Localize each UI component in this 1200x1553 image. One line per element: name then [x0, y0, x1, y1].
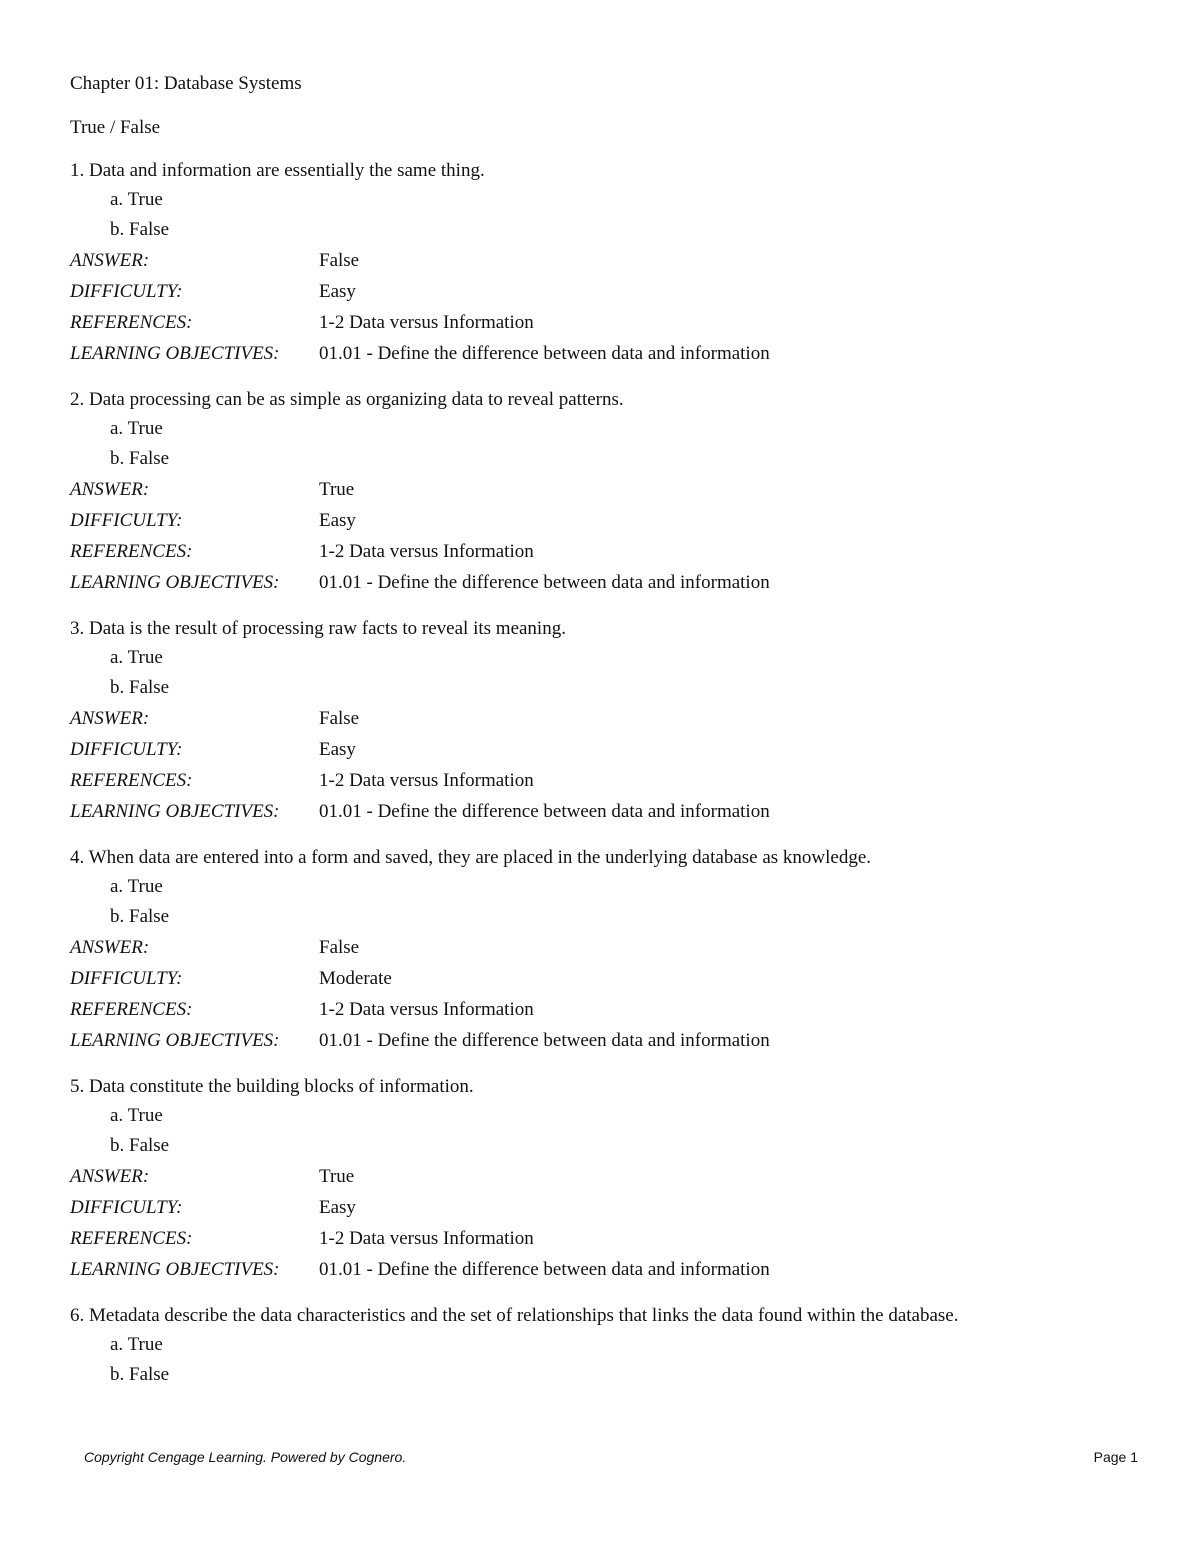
learning-objectives-label: LEARNING OBJECTIVES:	[70, 801, 280, 822]
question-list	[70, 159, 1150, 1388]
difficulty-row	[70, 503, 1150, 534]
chapter-title: Chapter 01: Database Systems	[70, 73, 302, 94]
option-false: b. False	[110, 448, 170, 469]
section-title: True / False	[70, 117, 161, 138]
learning-objectives-value: 01.01 - Define the difference between data and information	[319, 801, 770, 822]
answer-row	[70, 243, 1150, 274]
question-block	[70, 159, 1150, 367]
option-true: a. True	[110, 876, 163, 897]
answer-label: ANSWER:	[70, 708, 150, 729]
answer-label: ANSWER:	[70, 250, 150, 271]
option-true: a. True	[110, 647, 163, 668]
option-true: a. True	[110, 189, 163, 210]
difficulty-row	[70, 732, 1150, 763]
difficulty-value: Easy	[319, 1197, 356, 1218]
references-row	[70, 992, 1150, 1023]
answer-value: False	[319, 937, 360, 958]
question-block	[70, 617, 1150, 825]
answer-value: True	[319, 479, 355, 500]
learning-objectives-row	[70, 1252, 1150, 1283]
references-label: REFERENCES:	[70, 770, 193, 791]
difficulty-value: Easy	[319, 281, 356, 302]
references-row	[70, 763, 1150, 794]
question-stem: 2. Data processing can be as simple as organizing data to reveal patterns.	[70, 389, 624, 410]
option-false: b. False	[110, 677, 170, 698]
question-stem: 1. Data and information are essentially the same thing.	[70, 160, 485, 181]
difficulty-row	[70, 274, 1150, 305]
question-stem: 4. When data are entered into a form and saved, they are placed in the underlying database as knowledge.	[70, 847, 872, 868]
answer-label: ANSWER:	[70, 937, 150, 958]
answer-row	[70, 701, 1150, 732]
references-row	[70, 534, 1150, 565]
page-number: Page 1	[1093, 1449, 1138, 1465]
answer-label: ANSWER:	[70, 479, 150, 500]
references-label: REFERENCES:	[70, 1228, 193, 1249]
learning-objectives-label: LEARNING OBJECTIVES:	[70, 572, 280, 593]
difficulty-label: DIFFICULTY:	[70, 968, 183, 989]
page-footer	[84, 1447, 1138, 1467]
option-false: b. False	[110, 906, 170, 927]
answer-row	[70, 930, 1150, 961]
answer-label: ANSWER:	[70, 1166, 150, 1187]
references-row	[70, 305, 1150, 336]
difficulty-row	[70, 961, 1150, 992]
answer-value: True	[319, 1166, 355, 1187]
learning-objectives-label: LEARNING OBJECTIVES:	[70, 1030, 280, 1051]
question-block	[70, 1304, 1150, 1388]
difficulty-row	[70, 1190, 1150, 1221]
option-false: b. False	[110, 1364, 170, 1385]
learning-objectives-value: 01.01 - Define the difference between data and information	[319, 1259, 770, 1280]
difficulty-label: DIFFICULTY:	[70, 739, 183, 760]
question-stem: 3. Data is the result of processing raw facts to reveal its meaning.	[70, 618, 566, 639]
references-value: 1-2 Data versus Information	[319, 770, 534, 791]
references-row	[70, 1221, 1150, 1252]
question-stem: 6. Metadata describe the data characteristics and the set of relationships that links the data found within the database.	[70, 1305, 959, 1326]
references-value: 1-2 Data versus Information	[319, 999, 534, 1020]
answer-value: False	[319, 250, 360, 271]
question-block	[70, 1075, 1150, 1283]
learning-objectives-row	[70, 565, 1150, 596]
references-label: REFERENCES:	[70, 999, 193, 1020]
difficulty-value: Easy	[319, 510, 356, 531]
question-block	[70, 846, 1150, 1054]
learning-objectives-row	[70, 336, 1150, 367]
references-label: REFERENCES:	[70, 312, 193, 333]
learning-objectives-row	[70, 1023, 1150, 1054]
learning-objectives-row	[70, 794, 1150, 825]
references-label: REFERENCES:	[70, 541, 193, 562]
answer-row	[70, 1159, 1150, 1190]
difficulty-label: DIFFICULTY:	[70, 281, 183, 302]
learning-objectives-value: 01.01 - Define the difference between data and information	[319, 343, 770, 364]
option-true: a. True	[110, 1105, 163, 1126]
option-false: b. False	[110, 1135, 170, 1156]
difficulty-label: DIFFICULTY:	[70, 510, 183, 531]
references-value: 1-2 Data versus Information	[319, 541, 534, 562]
answer-value: False	[319, 708, 360, 729]
references-value: 1-2 Data versus Information	[319, 1228, 534, 1249]
learning-objectives-label: LEARNING OBJECTIVES:	[70, 1259, 280, 1280]
question-stem: 5. Data constitute the building blocks of information.	[70, 1076, 474, 1097]
question-block	[70, 388, 1150, 596]
learning-objectives-value: 01.01 - Define the difference between data and information	[319, 1030, 770, 1051]
answer-row	[70, 472, 1150, 503]
option-false: b. False	[110, 219, 170, 240]
difficulty-value: Moderate	[319, 968, 392, 989]
document-page	[70, 72, 1150, 1409]
difficulty-label: DIFFICULTY:	[70, 1197, 183, 1218]
difficulty-value: Easy	[319, 739, 356, 760]
footer-copyright: Copyright Cengage Learning. Powered by Cognero.	[84, 1449, 407, 1465]
option-true: a. True	[110, 1334, 163, 1355]
option-true: a. True	[110, 418, 163, 439]
learning-objectives-value: 01.01 - Define the difference between data and information	[319, 572, 770, 593]
references-value: 1-2 Data versus Information	[319, 312, 534, 333]
learning-objectives-label: LEARNING OBJECTIVES:	[70, 343, 280, 364]
